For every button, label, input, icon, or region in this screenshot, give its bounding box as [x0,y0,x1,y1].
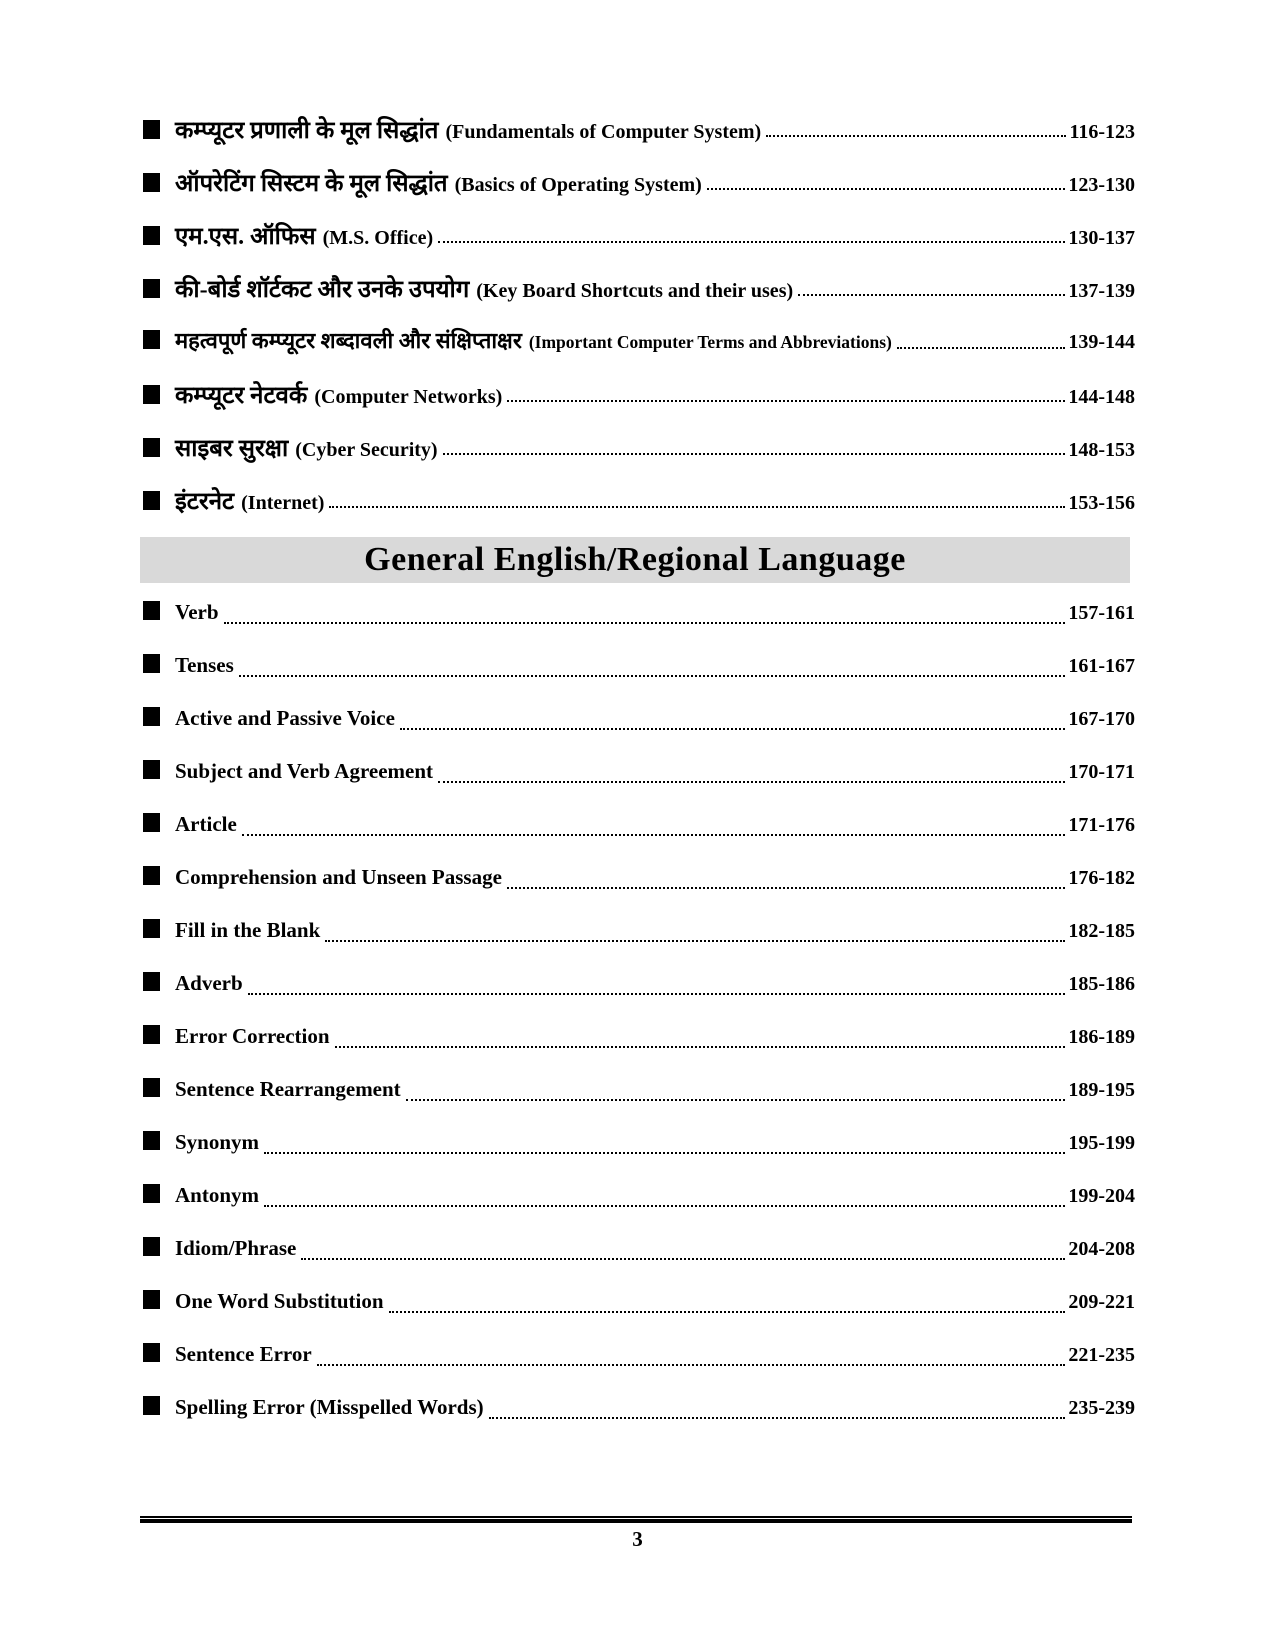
bullet-square-icon [143,438,160,457]
dot-leader [224,622,1066,624]
toc-item [143,378,1135,410]
page-range: 189-195 [1068,1079,1135,1101]
page-range: 199-204 [1068,1185,1135,1207]
toc-item-english-label: (Important Computer Terms and Abbreviations) [528,332,892,352]
toc-item-label: Verb [175,600,219,624]
toc-item-label: Spelling Error (Misspelled Words) [175,1395,484,1419]
toc-item [143,219,1135,251]
bullet-square-icon [143,1025,160,1044]
dot-leader [301,1258,1065,1260]
toc-item-english-label: (Cyber Security) [295,439,438,461]
dot-leader [798,294,1065,296]
toc-item-label: Tenses [175,653,234,677]
bullet-square-icon [143,972,160,991]
toc-item-label: Antonym [175,1183,260,1207]
footer-page-number: 3 [632,1527,643,1551]
toc-item-english-label: (Basics of Operating System) [454,174,702,196]
page-range: 167-170 [1068,708,1135,730]
toc-item-english-label: (Computer Networks) [314,386,503,408]
bullet-square-icon [143,330,160,349]
toc-item [143,1024,1135,1056]
toc-item-hindi-label: ऑपरेटिंग सिस्टम के मूल सिद्धांत [175,171,448,197]
dot-leader [766,135,1066,137]
toc-item-hindi-label: कम्प्यूटर नेटवर्क [175,383,308,409]
dot-leader [317,1364,1066,1366]
toc-item-hindi-label: एम.एस. ऑफिस [175,224,316,250]
dot-leader [438,241,1065,243]
toc-item [143,166,1135,198]
dot-leader [248,993,1066,995]
toc-item [143,272,1135,304]
bullet-square-icon [143,1343,160,1362]
page-range: 161-167 [1068,655,1135,677]
toc-item-label: Adverb [175,971,243,995]
dot-leader [897,347,1065,349]
toc-item-label: Article [175,812,237,836]
toc-item-label: Synonym [175,1130,260,1154]
toc-content [143,113,1135,1448]
toc-item-label: Idiom/Phrase [175,1236,297,1260]
bullet-square-icon [143,813,160,832]
footer-rule [140,1516,1132,1523]
page-range: 170-171 [1068,761,1135,783]
page-range: 157-161 [1068,602,1135,624]
toc-item [143,706,1135,738]
toc-item [143,1130,1135,1162]
dot-leader [443,453,1066,455]
page-range: 148-153 [1068,439,1135,461]
toc-item-label: Fill in the Blank [175,918,321,942]
page-range: 221-235 [1068,1344,1135,1366]
english-section-list [143,600,1135,1427]
page-range: 123-130 [1068,174,1135,196]
dot-leader [507,887,1065,889]
toc-item [143,1077,1135,1109]
dot-leader [707,188,1066,190]
toc-item [143,1236,1135,1268]
toc-item [143,484,1135,516]
toc-item [143,653,1135,685]
dot-leader [400,728,1065,730]
toc-item-label: Sentence Error [175,1342,312,1366]
dot-leader [329,506,1065,508]
dot-leader [264,1152,1065,1154]
toc-item-label: Subject and Verb Agreement [175,759,434,783]
dot-leader [335,1046,1066,1048]
bullet-square-icon [143,491,160,510]
bullet-square-icon [143,654,160,673]
page-range: 176-182 [1068,867,1135,889]
toc-item-english-label: (Fundamentals of Computer System) [445,121,762,143]
section-banner-general-english: General English/Regional Language [140,537,1130,583]
page-range: 204-208 [1068,1238,1135,1260]
dot-leader [264,1205,1065,1207]
bullet-square-icon [143,1131,160,1150]
toc-item-label: Sentence Rearrangement [175,1077,401,1101]
dot-leader [389,1311,1066,1313]
bullet-square-icon [143,1184,160,1203]
toc-item [143,431,1135,463]
bullet-square-icon [143,866,160,885]
toc-item [143,1289,1135,1321]
page-range: 130-137 [1068,227,1135,249]
page-range: 186-189 [1068,1026,1135,1048]
toc-item-english-label: (Key Board Shortcuts and their uses) [476,280,794,302]
dot-leader [438,781,1065,783]
bullet-square-icon [143,1237,160,1256]
page-range: 153-156 [1068,492,1135,514]
bullet-square-icon [143,707,160,726]
bullet-square-icon [143,760,160,779]
computer-section-list [143,113,1135,516]
toc-item-label: One Word Substitution [175,1289,384,1313]
page-range: 185-186 [1068,973,1135,995]
toc-item-label: Comprehension and Unseen Passage [175,865,502,889]
bullet-square-icon [143,1290,160,1309]
toc-item [143,865,1135,897]
dot-leader [406,1099,1066,1101]
toc-item-hindi-label: साइबर सुरक्षा [175,436,289,462]
toc-item [143,600,1135,632]
toc-item-label: Error Correction [175,1024,330,1048]
bullet-square-icon [143,919,160,938]
dot-leader [489,1417,1066,1419]
toc-item [143,918,1135,950]
page-range: 195-199 [1068,1132,1135,1154]
toc-item [143,325,1135,357]
toc-item-english-label: (M.S. Office) [322,227,434,249]
toc-item-hindi-label: महत्वपूर्ण कम्प्यूटर शब्दावली और संक्षिप्ताक्षर [175,328,522,353]
toc-item-hindi-label: इंटरनेट [175,489,235,515]
page-range: 139-144 [1068,331,1135,353]
dot-leader [507,400,1065,402]
toc-item [143,1342,1135,1374]
toc-item-hindi-label: की-बोर्ड शॉर्टकट और उनके उपयोग [175,277,470,303]
toc-item [143,1395,1135,1427]
toc-item [143,759,1135,791]
bullet-square-icon [143,226,160,245]
bullet-square-icon [143,279,160,298]
toc-item [143,812,1135,844]
bullet-square-icon [143,1078,160,1097]
page-range: 182-185 [1068,920,1135,942]
dot-leader [325,940,1065,942]
page-range: 235-239 [1068,1397,1135,1419]
page-range: 116-123 [1069,121,1135,143]
page-range: 137-139 [1068,280,1135,302]
toc-item-hindi-label: कम्प्यूटर प्रणाली के मूल सिद्धांत [175,118,439,144]
page-range: 171-176 [1068,814,1135,836]
bullet-square-icon [143,601,160,620]
dot-leader [242,834,1066,836]
page-range: 209-221 [1068,1291,1135,1313]
dot-leader [239,675,1066,677]
bullet-square-icon [143,120,160,139]
page-range: 144-148 [1068,386,1135,408]
bullet-square-icon [143,173,160,192]
toc-item [143,971,1135,1003]
bullet-square-icon [143,1396,160,1415]
toc-item-english-label: (Internet) [241,492,325,514]
bullet-square-icon [143,385,160,404]
toc-item [143,113,1135,145]
toc-item [143,1183,1135,1215]
toc-item-label: Active and Passive Voice [175,706,395,730]
